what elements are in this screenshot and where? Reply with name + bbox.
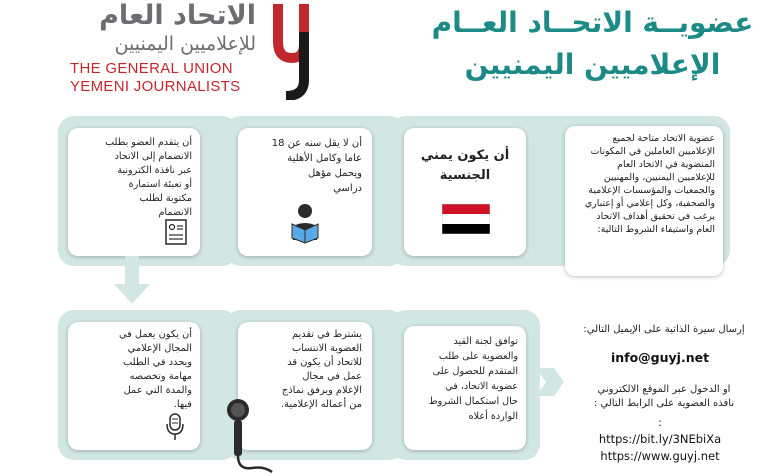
condition-card-age [238,128,372,256]
email-link[interactable]: info@guyj.net [610,350,710,365]
condition-age-text: أن لا يقل سنه عن 18 عاما وكامل الأهلية ويحمل مؤهل دراسي [271,138,362,194]
condition-apply-text: أن يتقدم العضو بطلب الانضمام إلى الاتحاد عبر نافذة الكترونية أو تعبئة استمارة مكتوبة لطلب الانضمام [105,137,192,218]
logo-english-line1: THE GENERAL UNION [70,60,233,77]
reading-person-icon [288,202,322,244]
intro-text: عضوية الاتحاد متاحة لجميع الإعلاميين العاملين في المكونات المنضوية في الاتحاد العام للإعلاميين اليمنيين، والمهنيين والجمعيات والمؤسسات الإعلامية والصحفية، وكل إعلامي أو إعتباري يرغب في تحقيق أهداف الاتحاد العام واستيفاء الشروط التالية: [584,133,715,235]
condition-experience-text: يشترط في تقديم العضوية الانتساب للاتحاد أن يكون قد عمل في مجال الإعلام ويرفق نماذج من أعماله الإعلامية. [281,329,362,410]
colon-mark: : [658,416,662,429]
yemen-flag-icon [442,204,490,234]
condition-card-work [68,322,200,450]
podcast-mic-icon [164,412,186,442]
membership-link-short[interactable]: https://bit.ly/3NEbiXa [598,432,722,446]
web-intro: او الدخول عبر الموقع الالكتروني نافذه العضوية على الرابط التالي : [593,384,735,409]
page-title-line1: عضويــة الاتحــاد العــام [431,6,754,39]
logo [60,0,310,102]
condition-card-apply [68,128,200,256]
email-intro: إرسال سيرة الذاتية على الإيميل التالي: [583,324,745,335]
condition-approval-text: توافق لجنة القيد والعضوية على طلب المتقدم للحصول على عضوية الاتحاد، في حال استكمال الشروط الواردة أعلاه [428,336,518,422]
logo-arabic-subtitle: للإعلاميين اليمنيين [114,33,256,55]
intro-card [565,126,723,276]
logo-arabic-title: الاتحاد العام [99,0,256,31]
condition-nationality-text: أن يكون يمني الجنسية [420,148,510,183]
arrow-icon [112,256,152,306]
condition-card-experience [238,322,372,450]
condition-card-approval [404,326,526,450]
condition-work-text: أن يكون يعمل في المجال الإعلامي ويحدد في الطلب مهامة وتخصصه والمدة التي عمل فيها. [118,329,192,410]
page-title-line2: الإعلاميين اليمنيين [464,48,721,81]
microphone-icon [224,396,276,476]
condition-card-nationality [404,128,526,256]
form-document-icon [164,218,188,246]
website-link[interactable]: https://www.guyj.net [600,449,720,463]
logo-mark-icon [264,2,310,100]
logo-english-line2: YEMENI JOURNALISTS [70,78,241,95]
